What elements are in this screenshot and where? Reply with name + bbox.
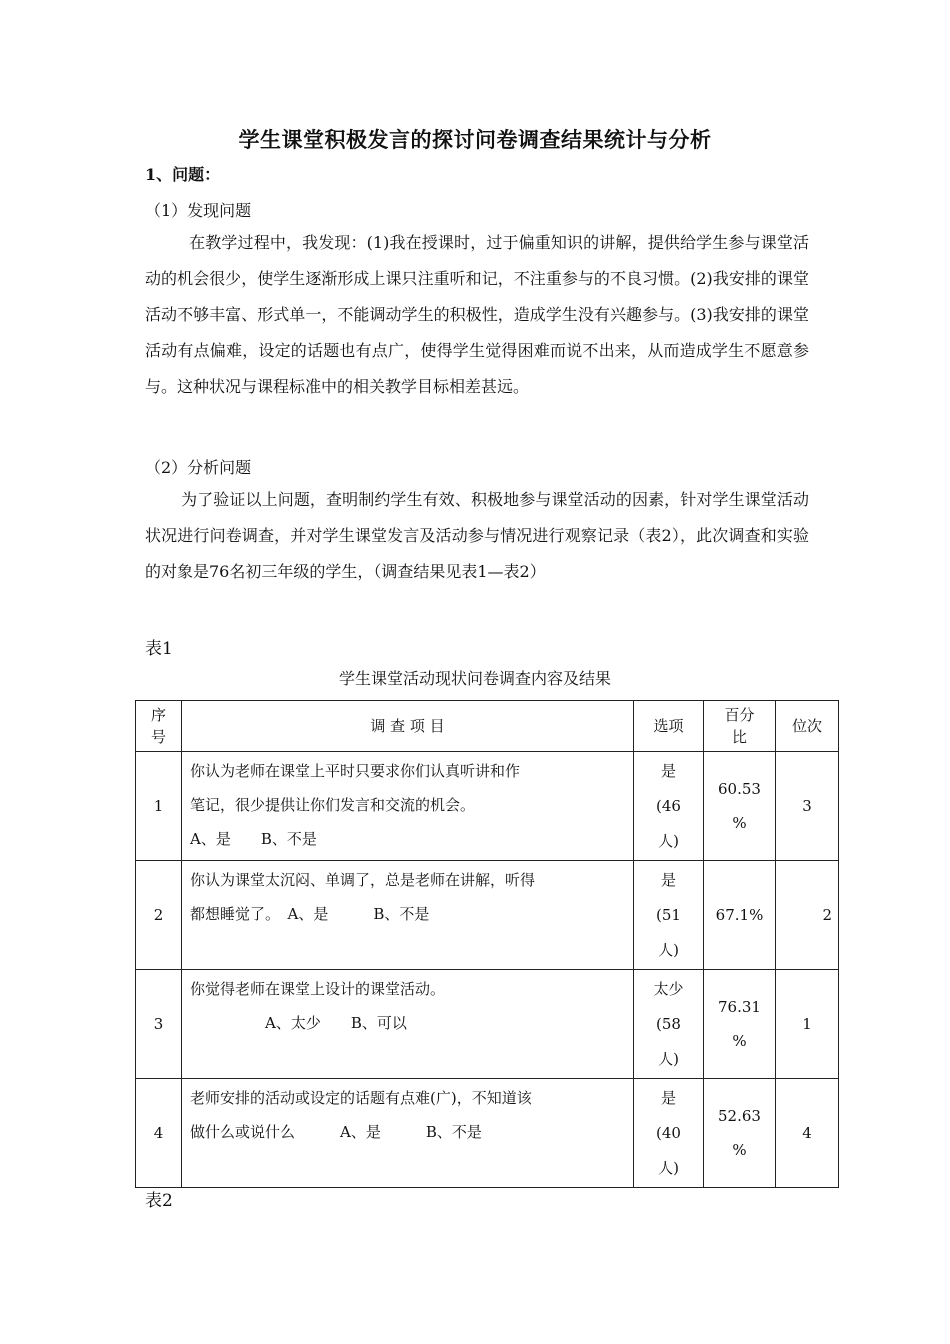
paragraph-analyze-problem-text: 为了验证以上问题，查明制约学生有效、积极地参与课堂活动的因素，针对学生课堂活动状况进行问卷调查，并对学生课堂发言及活动参与情况进行观察记录（表2），此次调查和实验的对象是76名初三年级的学生，（调查结果见表1—表2）	[145, 490, 809, 581]
table1-label: 表1	[145, 639, 173, 659]
option-unit: 人)	[658, 940, 679, 959]
row-question	[182, 861, 634, 970]
option-count: (51	[656, 905, 681, 924]
percent-value: 76.31	[718, 998, 761, 1016]
option-count: (58	[656, 1014, 681, 1033]
section-heading-problem: 1、问题：	[145, 165, 221, 184]
percent-sign: %	[732, 814, 747, 832]
subheading-analyze-problem: （2）分析问题	[145, 458, 252, 477]
question-line: 笔记，很少提供让你们发言和交流的机会。	[190, 796, 476, 814]
paragraph-analyze-problem	[145, 482, 809, 590]
option-answer: 太少	[653, 979, 684, 998]
question-line: 都想睡觉了。 A、是 B、不是	[190, 905, 430, 923]
row-num: 4	[136, 1079, 182, 1188]
question-line: 老师安排的活动或设定的话题有点难(广)，不知道该	[190, 1089, 532, 1107]
table-row	[136, 970, 839, 1079]
row-percent	[704, 970, 776, 1079]
paragraph-find-problem	[145, 225, 809, 405]
row-num: 1	[136, 752, 182, 861]
row-rank: 2	[776, 861, 839, 970]
option-answer: 是	[660, 1088, 676, 1107]
percent-value: 60.53	[718, 780, 761, 798]
table1-caption: 学生课堂活动现状问卷调查内容及结果	[338, 669, 611, 688]
row-percent	[704, 752, 776, 861]
row-question	[182, 752, 634, 861]
header-percent: 百分比	[704, 701, 776, 752]
table-row	[136, 1079, 839, 1188]
percent-value: 67.1%	[715, 906, 764, 924]
table-row	[136, 861, 839, 970]
paragraph-find-problem-text: 在教学过程中，我发现：(1)我在授课时，过于偏重知识的讲解，提供给学生参与课堂活动的机会很少，使学生逐渐形成上课只注重听和记，不注重参与的不良习惯。(2)我安排的课堂活动不够丰富、形式单一，不能调动学生的积极性，造成学生没有兴趣参与。(3)我安排的课堂活动有点偏难，设定的话题也有点广，使得学生觉得困难而说不出来，从而造成学生不愿意参与。这种状况与课程标准中的相关教学目标相差甚远。	[145, 233, 809, 396]
subheading-find-problem: （1）发现问题	[145, 201, 252, 220]
header-rank: 位次	[776, 701, 839, 752]
row-rank: 3	[776, 752, 839, 861]
question-line: A、是 B、不是	[190, 830, 317, 848]
table-header-row	[136, 701, 839, 752]
question-line: 你觉得老师在课堂上设计的课堂活动。	[190, 980, 446, 998]
question-line: A、太少 B、可以	[190, 1014, 407, 1032]
table-row	[136, 752, 839, 861]
row-rank: 1	[776, 970, 839, 1079]
row-percent	[704, 861, 776, 970]
header-option: 选项	[634, 701, 704, 752]
row-num: 3	[136, 970, 182, 1079]
option-count: (46	[656, 796, 681, 815]
row-percent	[704, 1079, 776, 1188]
header-item: 调 查 项 目	[182, 701, 634, 752]
row-option	[634, 861, 704, 970]
option-unit: 人)	[658, 1049, 679, 1068]
row-question	[182, 1079, 634, 1188]
option-answer: 是	[660, 761, 676, 780]
percent-value: 52.63	[718, 1107, 761, 1125]
option-count: (40	[656, 1123, 681, 1142]
row-num: 2	[136, 861, 182, 970]
option-unit: 人)	[658, 831, 679, 850]
option-unit: 人)	[658, 1158, 679, 1177]
row-rank: 4	[776, 1079, 839, 1188]
percent-sign: %	[732, 1032, 747, 1050]
option-answer: 是	[660, 870, 676, 889]
row-option	[634, 752, 704, 861]
question-line: 你认为老师在课堂上平时只要求你们认真听讲和作	[190, 762, 521, 780]
row-option	[634, 970, 704, 1079]
document-title: 学生课堂积极发言的探讨问卷调查结果统计与分析	[238, 127, 712, 152]
question-line: 你认为课堂太沉闷、单调了，总是老师在讲解，听得	[190, 871, 536, 889]
question-line: 做什么或说什么 A、是 B、不是	[190, 1123, 482, 1141]
header-num: 序号	[136, 701, 182, 752]
survey-table	[135, 700, 839, 1188]
row-option	[634, 1079, 704, 1188]
percent-sign: %	[732, 1141, 747, 1159]
table2-label: 表2	[145, 1191, 173, 1211]
row-question	[182, 970, 634, 1079]
